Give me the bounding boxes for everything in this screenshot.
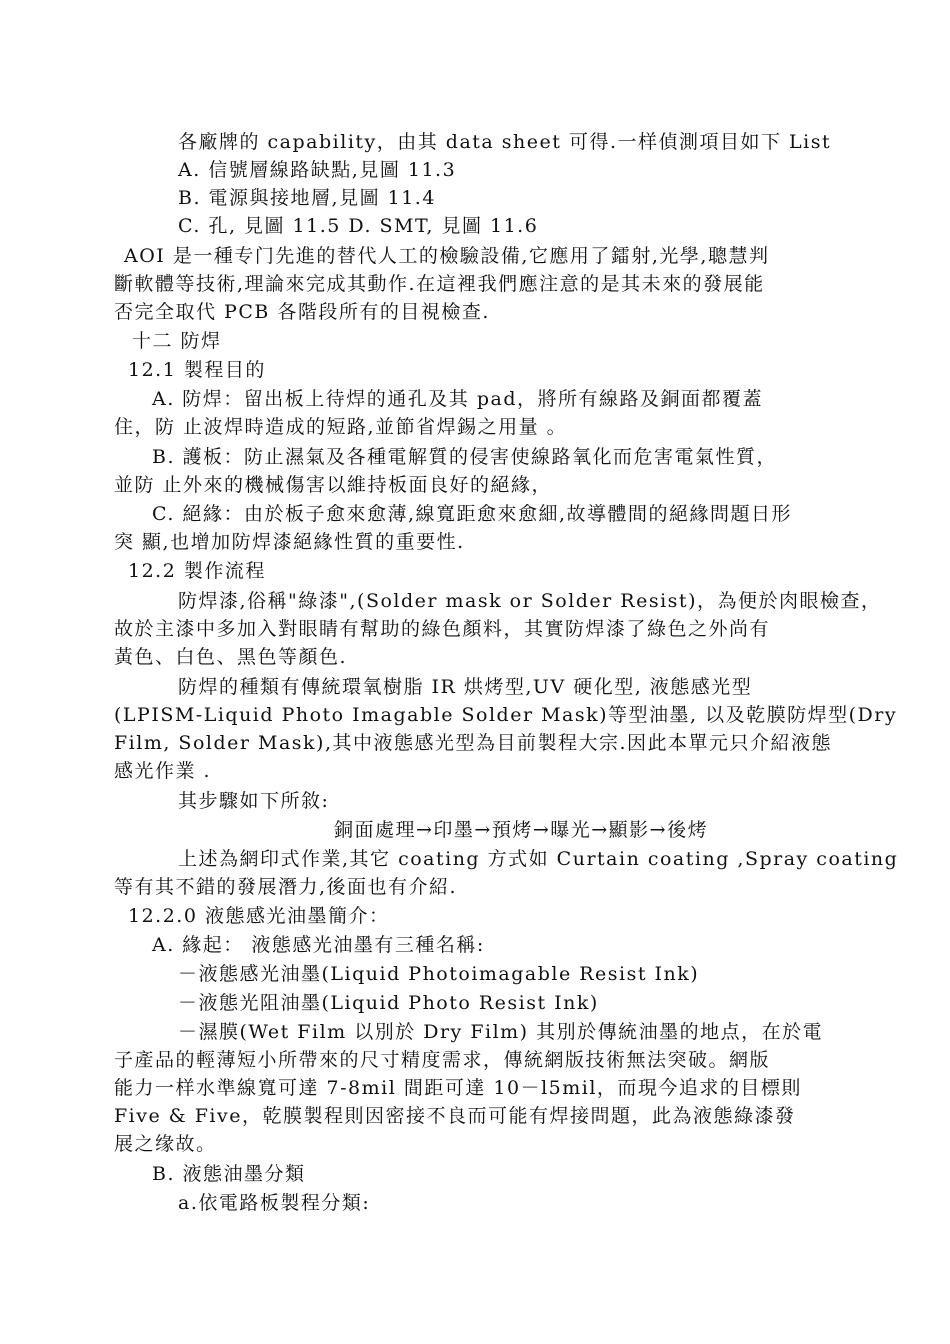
text-line: Film, Solder Mask),其中液態感光型為目前製程大宗.因此本單元只介紹液態	[114, 732, 833, 754]
text-line: 並防 止外來的機械傷害以維持板面良好的絕緣，	[114, 474, 553, 496]
subsection-heading: 12.2 製作流程	[128, 560, 266, 582]
text-line: B. 電源與接地層,見圖 11.4	[178, 187, 436, 209]
text-line: 能力一样水準線寬可達 7-8mil 間距可達 10－l5mil，而現今追求的目標則	[114, 1077, 802, 1099]
text-line: 其步驟如下所敘:	[178, 790, 330, 812]
text-line: A. 緣起： 液態感光油墨有三種名稱:	[152, 934, 485, 956]
text-line: 上述為網印式作業,其它 coating 方式如 Curtain coating ,Spray coating	[178, 848, 899, 870]
text-line: A. 防焊：留出板上待焊的通孔及其 pad，將所有線路及銅面都覆蓋	[152, 388, 763, 410]
text-line: －濕膜(Wet Film 以別於 Dry Film) 其別於傳統油墨的地点，在於電	[178, 1021, 824, 1043]
text-line: Five & Five，乾膜製程則因密接不良而可能有焊接問題，此為液態綠漆發	[114, 1105, 796, 1127]
text-line: AOI 是一種专门先進的替代人工的檢驗設備,它應用了鐳射,光學,聰慧判	[124, 245, 770, 267]
text-line: 斷軟體等技術,理論來完成其動作.在這裡我們應注意的是其未來的發展能	[114, 273, 765, 295]
text-line: 等有其不錯的發展潛力,後面也有介紹.	[114, 876, 458, 898]
section-heading: 十二 防焊	[132, 330, 222, 352]
text-line: a.依電路板製程分類:	[178, 1192, 371, 1214]
text-line: 防焊漆,俗稱"綠漆",(Solder mask or Solder Resist)，為便於肉眼檢查，	[178, 590, 882, 612]
subsection-heading: 12.2.0 液態感光油墨簡介：	[128, 905, 390, 927]
text-line: 突 顯,也增加防焊漆絕緣性質的重要性.	[114, 531, 465, 553]
text-line: 防焊的種類有傳統環氧樹脂 IR 烘烤型,UV 硬化型, 液態感光型	[178, 676, 753, 698]
subsection-heading: 12.1 製程目的	[128, 359, 266, 381]
text-line: 住，防 止波焊時造成的短路,並節省焊錫之用量 。	[114, 416, 568, 438]
text-line: 故於主漆中多加入對眼睛有幫助的綠色顏料，其實防焊漆了綠色之外尚有	[114, 618, 771, 640]
text-line: 感光作業 .	[114, 760, 212, 782]
text-line: －液態感光油墨(Liquid Photoimagable Resist Ink)	[178, 963, 700, 985]
text-line: B. 液態油墨分類	[152, 1163, 306, 1185]
text-line: 否完全取代 PCB 各階段所有的目視檢查.	[114, 301, 490, 323]
text-line: C. 孔, 見圖 11.5 D. SMT, 見圖 11.6	[178, 215, 539, 237]
text-line: A. 信號層線路缺點,見圖 11.3	[178, 159, 457, 181]
text-line: C. 絕緣：由於板子愈來愈薄,線寬距愈來愈細,故導體間的絕緣問題日形	[152, 503, 793, 525]
text-line: B. 護板：防止濕氣及各種電解質的侵害使線路氧化而危害電氣性質，	[152, 446, 778, 468]
text-line: 黃色、白色、黑色等顏色.	[114, 646, 348, 668]
text-line: 展之缘故。	[114, 1133, 217, 1155]
text-line: －液態光阻油墨(Liquid Photo Resist Ink)	[178, 992, 599, 1014]
text-line: 各廠牌的 capability，由其 data sheet 可得.一样偵測項目如下 List	[178, 131, 832, 153]
text-line: (LPISM-Liquid Photo Imagable Solder Mask)等型油墨, 以及乾膜防焊型(Dry	[114, 704, 898, 726]
text-line: 子產品的輕薄短小所帶來的尺寸精度需求，傳統網版技術無法突破。網版	[114, 1049, 771, 1071]
process-flow: 銅面處理→印墨→預烤→曝光→顯影→後烤	[334, 819, 709, 841]
